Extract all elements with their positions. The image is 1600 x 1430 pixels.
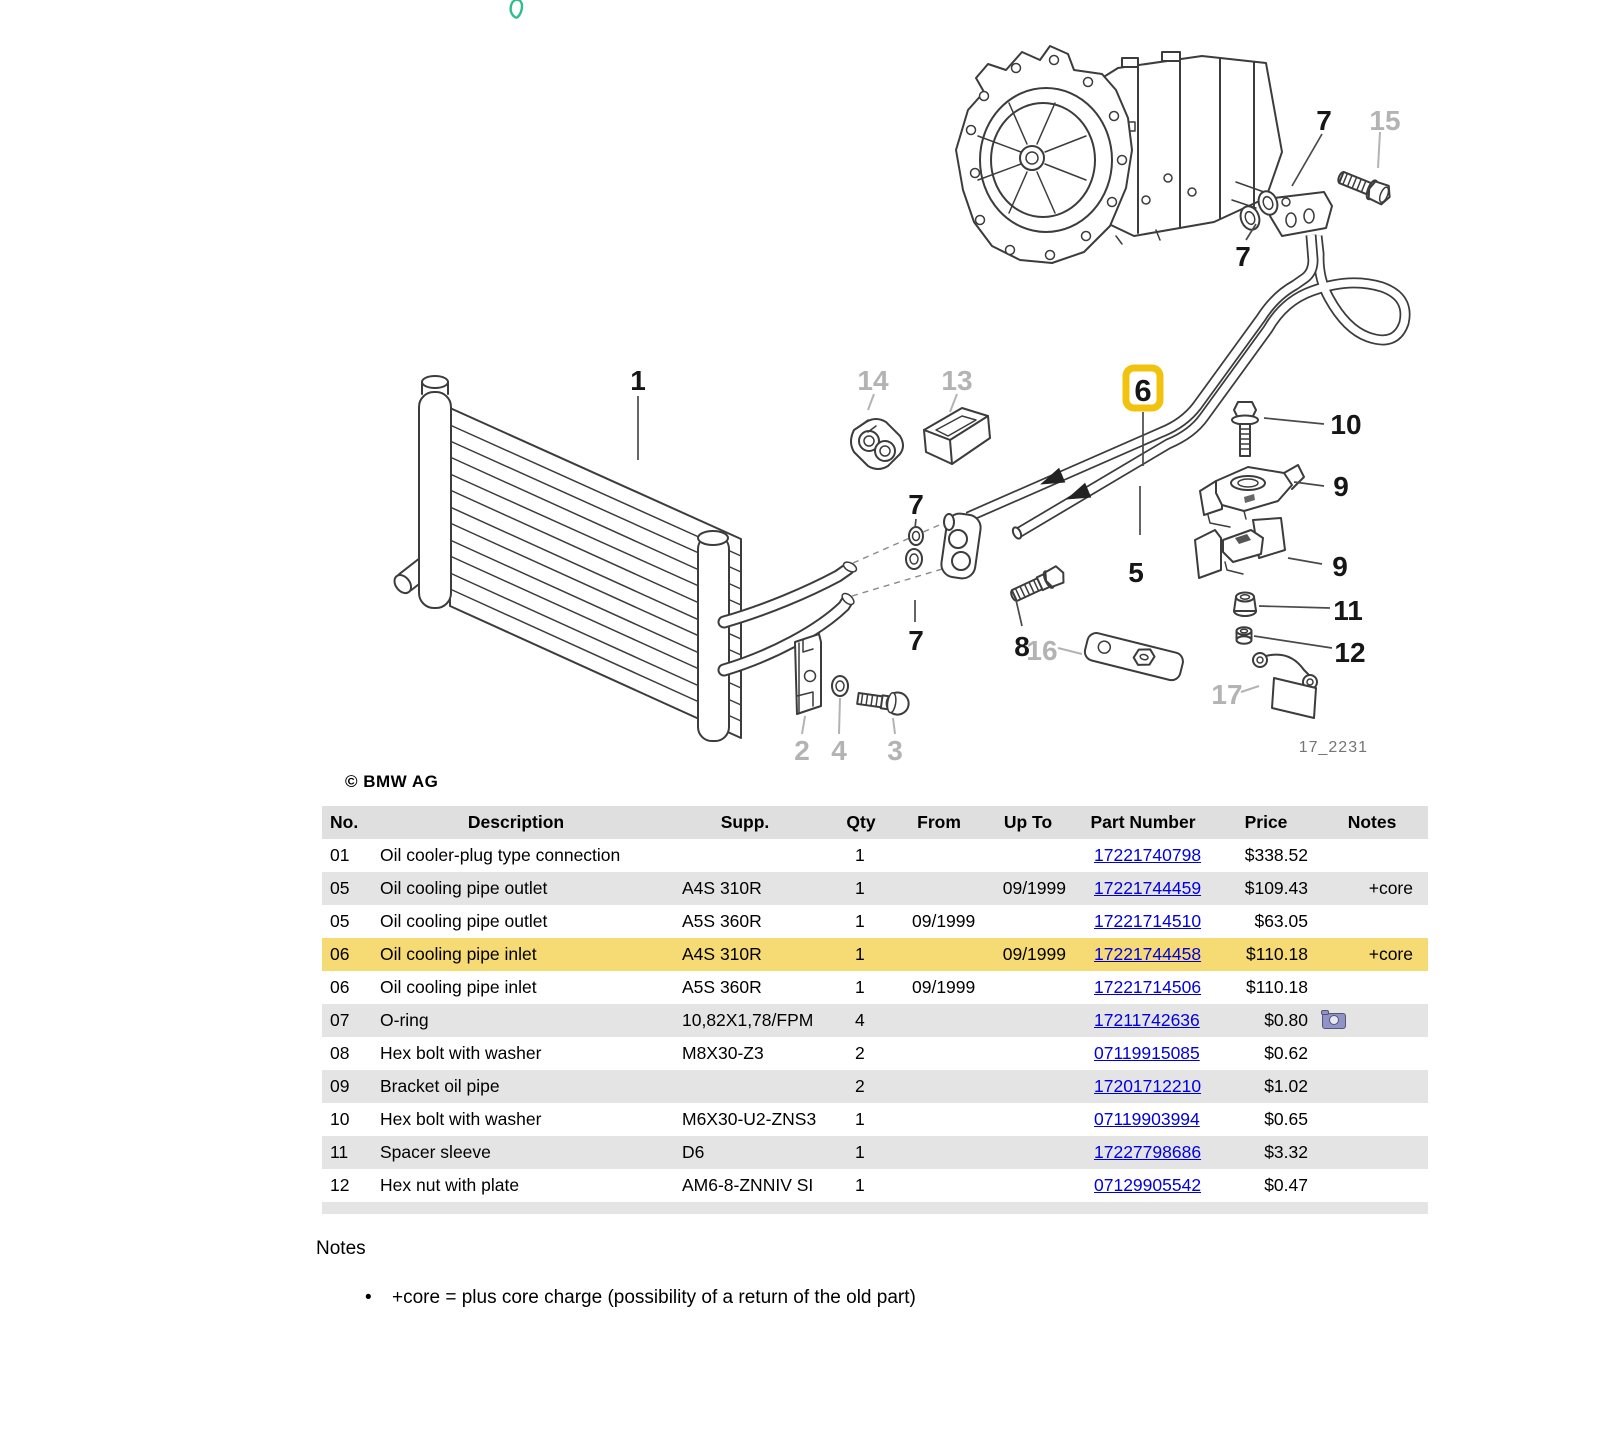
callout-7-trans: 7: [1235, 241, 1251, 272]
cell-supp: [660, 1070, 830, 1103]
table-row: [322, 1004, 1428, 1037]
callout-9b: 9: [1332, 551, 1348, 582]
cell-part: [1070, 872, 1216, 905]
callout-1: 1: [630, 365, 646, 396]
oil-cooler-drawing: [391, 376, 858, 741]
cell-description: Hex bolt with washer: [380, 1043, 542, 1063]
cell-price: $0.65: [1264, 1109, 1308, 1129]
table-row: [322, 1070, 1428, 1103]
cell-notes: [1316, 872, 1428, 905]
cell-price: $0.80: [1264, 1010, 1308, 1030]
note-text: +core = plus core charge (possibility of a return of the old part): [392, 1287, 916, 1308]
cell-part: [1070, 938, 1216, 971]
callout-10: 10: [1330, 409, 1362, 440]
cell-description: Oil cooling pipe outlet: [380, 878, 548, 898]
cell-from: 09/1999: [912, 911, 976, 931]
cell-from: [892, 872, 986, 905]
cell-qty: 1: [855, 1175, 865, 1195]
cell-description: Oil cooling pipe inlet: [380, 977, 537, 997]
photo-icon[interactable]: [1322, 1013, 1346, 1029]
cell-no: 12: [330, 1175, 350, 1195]
transmission-drawing: [956, 46, 1282, 263]
header-part-number: Part Number: [1090, 812, 1196, 832]
cell-description: Spacer sleeve: [380, 1142, 491, 1162]
table-body: [322, 839, 1428, 1202]
table-row: [322, 1103, 1428, 1136]
cell-supp: AM6-8-ZNNIV SI: [682, 1175, 814, 1195]
cell-supp: [660, 839, 830, 872]
cell-from: [892, 839, 986, 872]
cell-no: 06: [330, 944, 350, 964]
cell-description: Hex nut with plate: [380, 1175, 520, 1195]
note-item: [316, 1287, 1316, 1309]
cell-notes: [1316, 1136, 1428, 1169]
header-upto: Up To: [1003, 812, 1053, 832]
cell-price: $338.52: [1244, 845, 1308, 865]
clamp-14-drawing: [851, 419, 903, 469]
notes-heading: Notes: [316, 1238, 366, 1259]
cell-no: 08: [330, 1043, 350, 1063]
callout-7-top: 7: [1316, 105, 1332, 136]
cell-supp: M6X30-U2-ZNS3: [682, 1109, 817, 1129]
cell-qty: 1: [855, 1109, 865, 1129]
cell-part: [1070, 839, 1216, 872]
parts-diagram: [316, 30, 1430, 775]
notes-section: [316, 1238, 1316, 1309]
cell-upTo: [986, 971, 1070, 1004]
cell-upTo: [986, 1004, 1070, 1037]
cell-from: [892, 1004, 986, 1037]
callout-12: 12: [1334, 637, 1366, 668]
cell-supp: D6: [682, 1142, 705, 1162]
cell-description: O-ring: [380, 1010, 429, 1030]
cell-notes: [1316, 1004, 1428, 1037]
cell-supp: A5S 360R: [682, 977, 762, 997]
cell-supp: A4S 310R: [682, 878, 762, 898]
note-tag: +core: [1368, 878, 1413, 898]
cell-price: $0.47: [1264, 1175, 1308, 1195]
part-number-link[interactable]: 07119915085: [1094, 1043, 1200, 1063]
cell-notes: [1316, 905, 1428, 938]
table-row: [322, 971, 1428, 1004]
callout-6-highlighted: 6: [1134, 373, 1152, 408]
cell-notes: [1316, 1037, 1428, 1070]
part-number-link[interactable]: 17227798686: [1094, 1142, 1202, 1162]
callout-7-bottom: 7: [908, 625, 924, 656]
cell-no: 10: [330, 1109, 350, 1129]
header-from: From: [917, 812, 961, 832]
callout-3: 3: [887, 735, 903, 766]
cell-from: 09/1999: [912, 977, 976, 997]
callout-7-mid: 7: [908, 489, 924, 520]
cell-no: 06: [330, 977, 350, 997]
cell-price: $0.62: [1264, 1043, 1308, 1063]
cell-part: [1070, 1169, 1216, 1202]
cell-part: [1070, 1037, 1216, 1070]
cell-price: $1.02: [1264, 1076, 1308, 1096]
hex-nut-drawing: [1237, 627, 1252, 644]
cell-upTo: [986, 1070, 1070, 1103]
part-number-link[interactable]: 17221740798: [1094, 845, 1202, 865]
bolt-3-drawing: [856, 687, 910, 716]
cell-part: [1070, 1004, 1216, 1037]
cell-price: $110.18: [1246, 944, 1308, 964]
cell-qty: 1: [855, 911, 865, 931]
bmw-copyright: © BMW AG: [345, 772, 439, 791]
pipe-connector-drawing: [906, 512, 982, 580]
header-notes: Notes: [1347, 812, 1397, 832]
table-footer-strip: [322, 1202, 1428, 1214]
callout-5: 5: [1128, 557, 1144, 588]
part-number-link[interactable]: 17221714506: [1094, 977, 1202, 997]
bracket-17-drawing: [1253, 653, 1317, 718]
cell-part: [1070, 971, 1216, 1004]
table-row-highlighted: [322, 938, 1428, 971]
cell-no: 07: [330, 1010, 350, 1030]
cell-upTo: [986, 905, 1070, 938]
callout-15: 15: [1369, 105, 1401, 136]
cell-price: $110.18: [1246, 977, 1308, 997]
cell-notes: [1316, 971, 1428, 1004]
callout-8: 8: [1014, 631, 1030, 662]
parts-table: [322, 806, 1428, 1214]
cell-part: [1070, 1070, 1216, 1103]
callout-14: 14: [857, 365, 889, 396]
table-row: [322, 1037, 1428, 1070]
part-number-link[interactable]: 07119903994: [1094, 1109, 1200, 1129]
cell-qty: 1: [855, 845, 865, 865]
bolt-8-drawing: [1008, 565, 1067, 605]
header-qty: Qty: [846, 812, 876, 832]
cell-supp: M8X30-Z3: [682, 1043, 764, 1063]
cell-notes: [1316, 1070, 1428, 1103]
cell-from: [892, 1037, 986, 1070]
table-row: [322, 905, 1428, 938]
cell-notes: [1316, 938, 1428, 971]
header-no: No.: [330, 812, 359, 832]
callout-16: 16: [1026, 635, 1058, 666]
cell-description: Hex bolt with washer: [380, 1109, 542, 1129]
bolt-15-drawing: [1335, 167, 1393, 206]
cell-supp: A4S 310R: [682, 944, 762, 964]
callout-2: 2: [794, 735, 810, 766]
cell-upTo: 09/1999: [1002, 944, 1066, 964]
cell-upTo: [986, 1103, 1070, 1136]
part-number-link[interactable]: 17201712210: [1094, 1076, 1202, 1096]
spacer-sleeve-drawing: [1234, 593, 1256, 617]
cell-upTo: [986, 1037, 1070, 1070]
table-row: [322, 1169, 1428, 1202]
callout-11: 11: [1333, 595, 1363, 626]
cell-no: 09: [330, 1076, 350, 1096]
clip-13-drawing: [924, 408, 990, 464]
cell-notes: [1316, 839, 1428, 872]
cell-supp: 10,82X1,78/FPM: [682, 1010, 814, 1030]
cell-from: [892, 1103, 986, 1136]
header-supp: Supp.: [720, 812, 770, 832]
callout-17: 17: [1211, 679, 1243, 710]
cell-from: [892, 1136, 986, 1169]
bracket-9a-drawing: [1200, 465, 1304, 527]
cell-part: [1070, 905, 1216, 938]
cell-price: $109.43: [1244, 878, 1308, 898]
green-cursor-mark: [503, 0, 533, 22]
cell-part: [1070, 1103, 1216, 1136]
part-number-link[interactable]: 17211742636: [1094, 1010, 1200, 1030]
cell-upTo: [986, 839, 1070, 872]
cell-description: Oil cooling pipe inlet: [380, 944, 537, 964]
bracket-9b-drawing: [1195, 518, 1285, 578]
header-price: Price: [1244, 812, 1288, 832]
cell-qty: 1: [855, 944, 865, 964]
cell-qty: 1: [855, 1142, 865, 1162]
callout-4: 4: [831, 735, 847, 766]
plate-16-drawing: [1083, 631, 1185, 682]
diagram-code: 17_2231: [1298, 739, 1368, 756]
cell-upTo: [986, 1169, 1070, 1202]
bolt-10-drawing: [1232, 402, 1258, 456]
cell-price: $3.32: [1264, 1142, 1308, 1162]
note-tag: +core: [1368, 944, 1413, 964]
cell-part: [1070, 1136, 1216, 1169]
cell-no: 05: [330, 878, 350, 898]
cell-upTo: 09/1999: [1002, 878, 1066, 898]
part-number-link[interactable]: 17221744459: [1094, 878, 1202, 898]
table-row: [322, 1136, 1428, 1169]
cell-from: [892, 938, 986, 971]
callout-13: 13: [941, 365, 973, 396]
table-row: [322, 872, 1428, 905]
cell-from: [892, 1169, 986, 1202]
cell-no: 05: [330, 911, 350, 931]
washer-4-drawing: [832, 676, 848, 696]
bullet-icon: •: [365, 1287, 372, 1308]
table-header-row: [322, 806, 1428, 839]
header-description: Description: [467, 812, 565, 832]
cell-from: [892, 1070, 986, 1103]
cell-notes: [1316, 1103, 1428, 1136]
cell-description: Oil cooling pipe outlet: [380, 911, 548, 931]
part-number-link[interactable]: 07129905542: [1094, 1175, 1202, 1195]
part-number-link[interactable]: 17221714510: [1094, 911, 1202, 931]
cell-notes: [1316, 1169, 1428, 1202]
cell-price: $63.05: [1254, 911, 1308, 931]
cell-description: Bracket oil pipe: [380, 1076, 500, 1096]
cell-supp: A5S 360R: [682, 911, 762, 931]
part-number-link[interactable]: 17221744458: [1094, 944, 1202, 964]
cell-qty: 4: [855, 1010, 865, 1030]
cell-qty: 1: [855, 977, 865, 997]
cell-no: 01: [330, 845, 350, 865]
cell-qty: 1: [855, 878, 865, 898]
callout-9a: 9: [1333, 471, 1349, 502]
table-row: [322, 839, 1428, 872]
cell-qty: 2: [855, 1076, 865, 1096]
bracket-2-drawing: [795, 634, 821, 714]
cell-qty: 2: [855, 1043, 865, 1063]
cell-no: 11: [330, 1142, 349, 1162]
cell-description: Oil cooler-plug type connection: [380, 845, 621, 865]
cell-upTo: [986, 1136, 1070, 1169]
